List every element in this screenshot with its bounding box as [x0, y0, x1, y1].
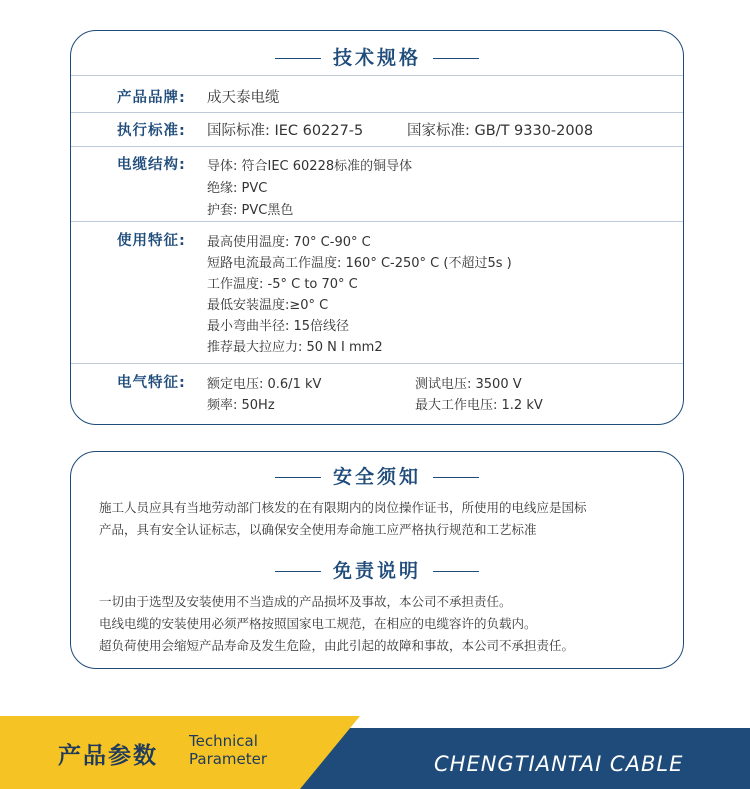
safety-card — [70, 451, 684, 669]
usage-line: 最小弯曲半径: 15倍线径 — [207, 319, 350, 334]
brand-value: 成天泰电缆 — [207, 90, 280, 106]
usage-line: 最高使用温度: 70° C-90° C — [207, 235, 371, 250]
structure-line: 护套: PVC黑色 — [207, 203, 294, 218]
brand-label: 产品品牌: — [117, 90, 186, 106]
disclaimer-line: 超负荷使用会缩短产品寿命及发生危险，由此引起的故障和事故，本公司不承担责任。 — [99, 638, 575, 653]
divider — [71, 112, 683, 113]
electric-label: 电气特征: — [117, 375, 186, 391]
disclaimer-line: 电线电缆的安装使用必须严格按照国家电工规范，在相应的电缆容许的负载内。 — [99, 616, 537, 631]
banner-brand: CHENGTIANTAI CABLE — [434, 752, 684, 776]
divider — [71, 363, 683, 364]
safety-line: 施工人员应具有当地劳动部门核发的在有限期内的岗位操作证书，所使用的电线应是国标 — [99, 500, 587, 515]
electric-max: 最大工作电压: 1.2 kV — [415, 398, 543, 413]
spec-title-text: 技术规格 — [332, 47, 421, 69]
banner-subtitle-line2: Parameter — [189, 750, 268, 768]
standard-intl: 国际标准: IEC 60227-5 — [207, 123, 364, 139]
safety-title — [71, 462, 683, 489]
standard-cn: 国家标准: GB/T 9330-2008 — [407, 123, 594, 139]
usage-line: 短路电流最高工作温度: 160° C-250° C (不超过5s ) — [207, 256, 512, 271]
usage-line: 最低安装温度:≥0° C — [207, 298, 329, 313]
usage-label: 使用特征: — [117, 233, 186, 249]
disclaimer-title-text: 免责说明 — [332, 560, 421, 582]
safety-title-text: 安全须知 — [332, 466, 421, 488]
title-rule-right — [433, 477, 479, 479]
safety-line: 产品，具有安全认证标志，以确保安全使用寿命施工应严格执行规范和工艺标准 — [99, 522, 537, 537]
divider — [71, 75, 683, 76]
spec-title — [71, 43, 683, 70]
electric-rated: 额定电压: 0.6/1 kV — [207, 377, 322, 392]
disclaimer-title — [71, 556, 683, 583]
title-rule-right — [433, 571, 479, 573]
structure-label: 电缆结构: — [117, 157, 186, 173]
spec-card — [70, 30, 684, 425]
title-rule-right — [433, 58, 479, 60]
standard-label: 执行标准: — [117, 123, 186, 139]
disclaimer-line: 一切由于选型及安装使用不当造成的产品损坏及事故，本公司不承担责任。 — [99, 594, 512, 609]
title-rule-left — [275, 477, 321, 479]
usage-line: 推荐最大拉应力: 50 N I mm2 — [207, 340, 383, 355]
title-rule-left — [275, 58, 321, 60]
electric-test: 测试电压: 3500 V — [415, 377, 522, 392]
banner-yellow-band — [0, 716, 360, 789]
banner-subtitle-line1: Technical — [189, 732, 258, 750]
divider — [71, 221, 683, 222]
structure-line: 导体: 符合IEC 60228标准的铜导体 — [207, 159, 413, 174]
title-rule-left — [275, 571, 321, 573]
electric-freq: 频率: 50Hz — [207, 398, 275, 413]
parameter-banner — [0, 716, 750, 789]
usage-line: 工作温度: -5° C to 70° C — [207, 277, 358, 292]
banner-title: 产品参数 — [58, 743, 158, 769]
structure-line: 绝缘: PVC — [207, 181, 268, 196]
divider — [71, 146, 683, 147]
